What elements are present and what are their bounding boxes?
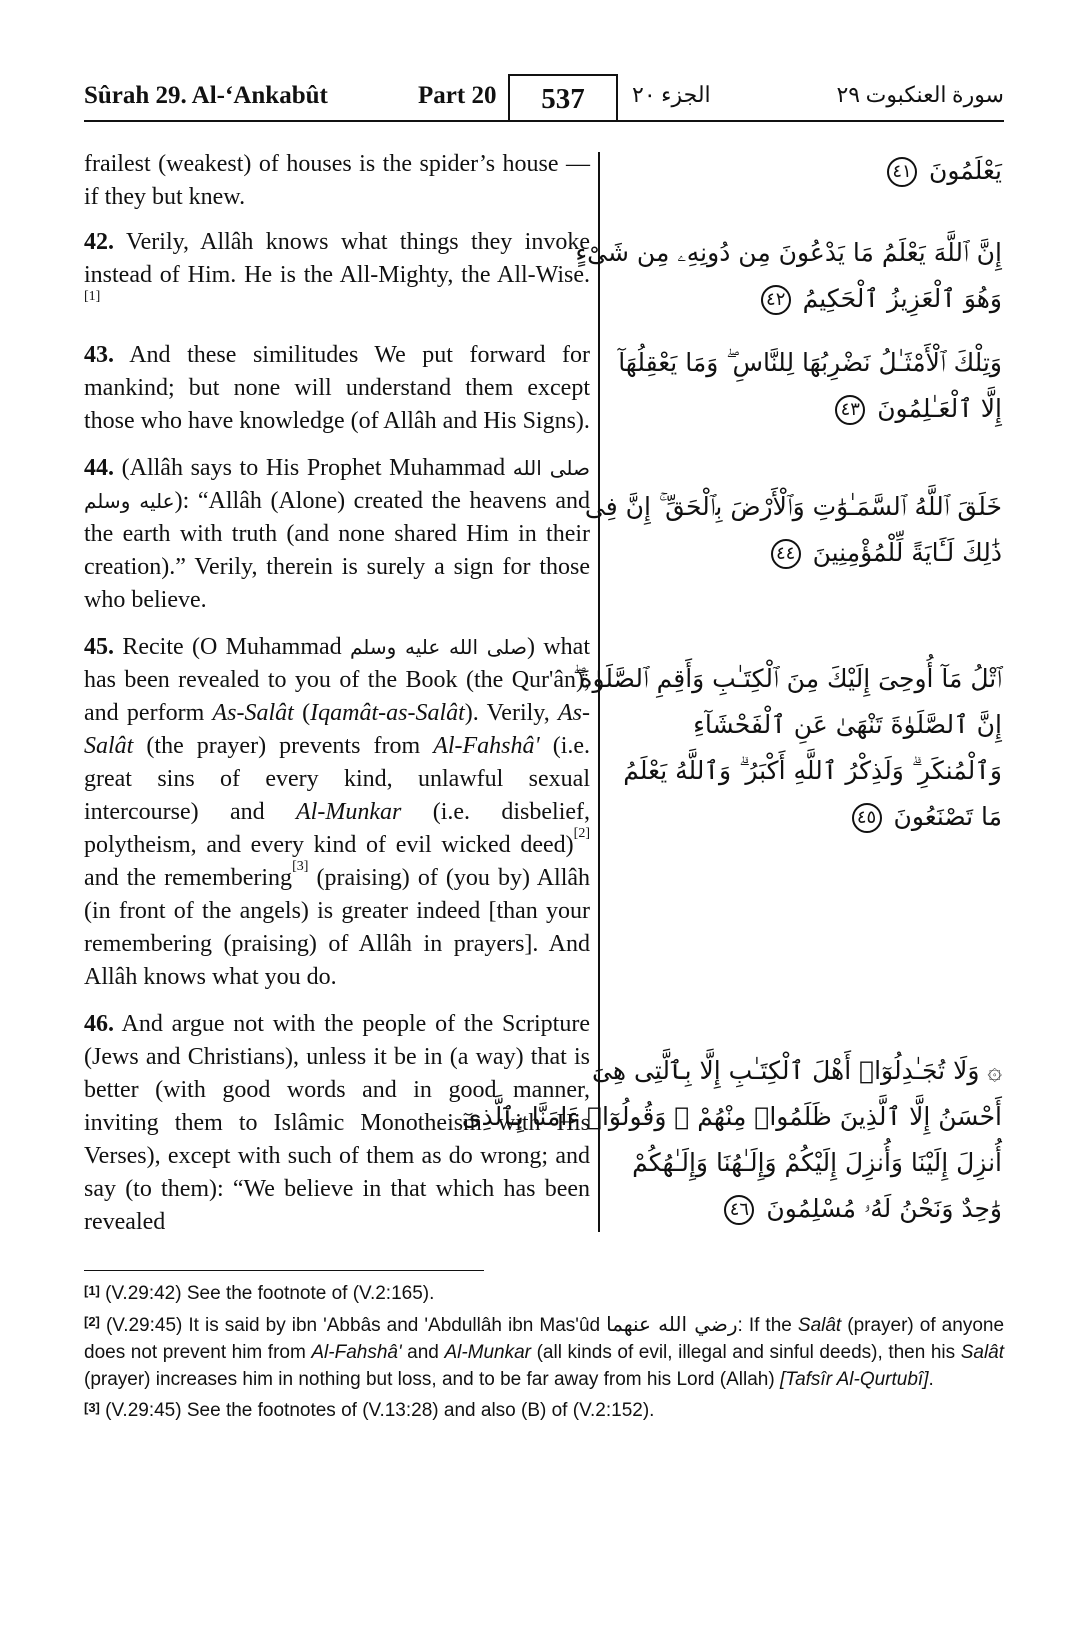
term: As-Salât — [84, 700, 590, 759]
verse-43 — [84, 339, 590, 438]
arabic-text: إِلَّا ٱلْعَـٰلِمُونَ — [877, 394, 1002, 423]
page-header — [84, 74, 1004, 122]
arabic-text: مَا تَصْنَعُونَ — [893, 802, 1002, 831]
english-column — [84, 148, 590, 1253]
arabic-line: خَلَقَ ٱللَّهُ ٱلسَّمَـٰوَٰتِ وَٱلْأَرْضَ بِٱلْحَقِّ ۚ إِنَّ فِى — [584, 492, 1002, 521]
verse-text: And these similitudes We put forward for mankind; but none will understand them except those who have knowledge (of Allâh and His Signs). — [84, 342, 590, 434]
footnote-2 — [84, 1311, 1004, 1393]
arabic-line — [618, 530, 1002, 576]
arabic-line — [618, 1186, 1002, 1232]
arabic-line: أُنزِلَ إِلَيْنَا وَأُنزِلَ إِلَيْكُمْ وَإِلَـٰهُنَا وَإِلَـٰهُكُمْ — [632, 1148, 1002, 1177]
verse-text: (i.e. disbelief, polytheism, and every kind of evil wicked deed) — [84, 799, 591, 858]
term: Iqamât-as-Salât — [310, 700, 465, 726]
verse-text: (praising) of (you by) Allâh (in front of the angels) is greater indeed [than your remembering (praising) of Allâh in prayers]. And Allâh knows what you do. — [84, 865, 591, 990]
arabic-verse-45 — [573, 656, 1002, 840]
footnote-marker: [2] — [84, 1314, 100, 1329]
term: Al-Fahshâ' — [433, 733, 540, 759]
arabic-text: وَٰحِدٌ وَنَحْنُ لَهُۥ مُسْلِمُونَ — [766, 1194, 1002, 1223]
footnotes — [84, 1280, 1004, 1428]
footnote-text: (all kinds of evil, illegal and sinful deeds), then his — [536, 1342, 956, 1363]
surah-title: Sûrah 29. Al-‘Ankabût — [84, 82, 328, 109]
term: Salât — [797, 1315, 842, 1336]
footnote-text: . — [928, 1369, 934, 1390]
arabic-line — [618, 148, 1002, 194]
arabic-line — [618, 794, 1002, 840]
verse-text: (Allâh says to His Prophet Muhammad — [121, 455, 506, 481]
arabic-line: إِنَّ ٱلصَّلَوٰةَ تَنْهَىٰ عَنِ ٱلْفَحْشَآءِ — [693, 710, 1002, 739]
arabic-line: أَحْسَنُ إِلَّا ٱلَّذِينَ ظَلَمُوا۟ مِنْهُمْ ۖ وَقُولُوٓا۟ ءَامَنَّا بِٱلَّذِىٓ — [461, 1102, 1002, 1131]
verse-45 — [84, 631, 590, 994]
term: Al-Munkar — [444, 1342, 532, 1363]
footnote-3 — [84, 1397, 1004, 1424]
verse-text: (i.e. great sins of every kind, unlawful sexual intercourse) and — [84, 733, 591, 825]
arabic-line: وَتِلْكَ ٱلْأَمْثَـٰلُ نَضْرِبُهَا لِلنَّاسِ ۖ وَمَا يَعْقِلُهَآ — [618, 348, 1002, 377]
term: Al-Munkar — [296, 799, 402, 825]
page-number: 537 — [508, 74, 618, 120]
verse-text: ). Verily, — [464, 700, 550, 726]
arabic-line: وَٱلْمُنكَرِ ۗ وَلَذِكْرُ ٱللَّهِ أَكْبَرُ ۗ وَٱللَّهُ يَعْلَمُ — [623, 756, 1002, 785]
arabic-part-label: الجزء ٢٠ — [632, 82, 711, 107]
footnote-rule — [84, 1270, 484, 1271]
verse-text: ): “Allâh (Alone) created the heavens and the earth with truth (and none shared Him in their creation).” Verily, therein is surely a sign for those who believe. — [84, 488, 590, 613]
arabic-text: ذَٰلِكَ لَـَٔايَةً لِّلْمُؤْمِنِينَ — [812, 538, 1002, 567]
arabic-line: ٱتْلُ مَآ أُوحِىَ إِلَيْكَ مِنَ ٱلْكِتَـٰبِ وَأَقِمِ ٱلصَّلَوٰةَ ۖ — [573, 664, 1002, 693]
footnote-text: and — [407, 1342, 439, 1363]
verse-text: ( — [302, 700, 311, 726]
salutation-arabic: رضي الله عنهما — [606, 1312, 738, 1336]
verse-continuation — [84, 148, 590, 214]
intro-text: frailest (weakest) of houses is the spider’s house — if they but knew. — [84, 151, 590, 210]
verse-number: 45. — [84, 634, 114, 660]
term: [Tafsîr Al-Qurtubî] — [779, 1369, 929, 1390]
footnote-marker: [1] — [84, 1283, 100, 1298]
arabic-line: إِنَّ ٱللَّهَ يَعْلَمُ مَا يَدْعُونَ مِن دُونِهِۦ مِن شَىْءٍ — [575, 238, 1002, 267]
footnote-ref[interactable]: [1] — [84, 289, 101, 304]
verse-end-marker: ٤٢ — [761, 285, 791, 315]
term: Salât — [960, 1342, 1005, 1363]
verse-42 — [84, 226, 590, 325]
verse-text: Recite (O Muhammad — [122, 634, 342, 660]
arabic-text: يَعْلَمُونَ — [928, 156, 1002, 185]
footnote-text: (prayer) of anyone does not prevent him from — [84, 1315, 1005, 1363]
arabic-verse-41 — [618, 148, 1002, 194]
footnote-ref[interactable]: [3] — [292, 859, 309, 874]
arabic-verse-46 — [461, 1048, 1002, 1232]
verse-end-marker: ٤٤ — [771, 539, 801, 569]
term: As-Salât — [212, 700, 294, 726]
verse-number: 42. — [84, 229, 114, 255]
footnote-text: (V.29:45) See the footnotes of (V.13:28) and also (B) of (V.2:152). — [105, 1400, 655, 1421]
footnote-text: (V.29:45) It is said by ibn 'Abbâs and 'Abdullâh ibn Mas'ûd — [105, 1315, 601, 1336]
salutation-arabic: صلى الله عليه وسلم — [349, 635, 528, 659]
arabic-verse-42 — [575, 230, 1002, 322]
footnote-marker: [3] — [84, 1400, 100, 1415]
verse-end-marker: ٤٣ — [835, 395, 865, 425]
arabic-line — [618, 386, 1002, 432]
verse-end-marker: ٤٥ — [852, 803, 882, 833]
footnote-1 — [84, 1280, 1004, 1307]
arabic-verse-44 — [584, 484, 1002, 576]
verse-end-marker: ٤١ — [887, 157, 917, 187]
verse-44 — [84, 452, 590, 617]
arabic-line — [618, 276, 1002, 322]
verse-number: 44. — [84, 455, 114, 481]
verse-end-marker: ٤٦ — [724, 1195, 754, 1225]
verse-number: 43. — [84, 342, 114, 368]
arabic-verse-43 — [618, 340, 1002, 432]
arabic-surah-title: سورة العنكبوت ٢٩ — [836, 82, 1004, 107]
salutation-arabic: صلى الله عليه وسلم — [84, 456, 591, 513]
footnote-text: : If the — [737, 1315, 792, 1336]
footnote-text: (prayer) increases him in nothing but loss, and to be far away from his Lord (Allah) — [84, 1369, 775, 1390]
part-label: Part 20 — [418, 82, 497, 109]
verse-text: and the remembering — [84, 865, 293, 891]
verse-text: And argue not with the people of the Scripture (Jews and Christians), unless it be in (a way) that is better (with good words and in good manner, inviting them to Islâmic Monotheism with His Verses), except with such of them as do wrong; and say (to them): “We believe in that which has been revealed — [84, 1011, 590, 1235]
arabic-line: ۞ وَلَا تُجَـٰدِلُوٓا۟ أَهْلَ ٱلْكِتَـٰبِ إِلَّا بِٱلَّتِى هِىَ — [591, 1056, 1002, 1085]
verse-text: Verily, Allâh knows what things they invoke instead of Him. He is the All-Mighty, the All-Wise. — [84, 229, 590, 288]
verse-text: (the prayer) prevents from — [146, 733, 421, 759]
arabic-text: وَهُوَ ٱلْعَزِيزُ ٱلْحَكِيمُ — [802, 284, 1002, 313]
verse-number: 46. — [84, 1011, 114, 1037]
footnote-ref[interactable]: [2] — [573, 826, 590, 841]
verse-text: ) what has been revealed to you of the Book (the Qur'ân), and perform — [84, 634, 591, 726]
footnote-text: (V.29:42) See the footnote of (V.2:165). — [105, 1283, 435, 1304]
term: Al-Fahshâ' — [311, 1342, 402, 1363]
